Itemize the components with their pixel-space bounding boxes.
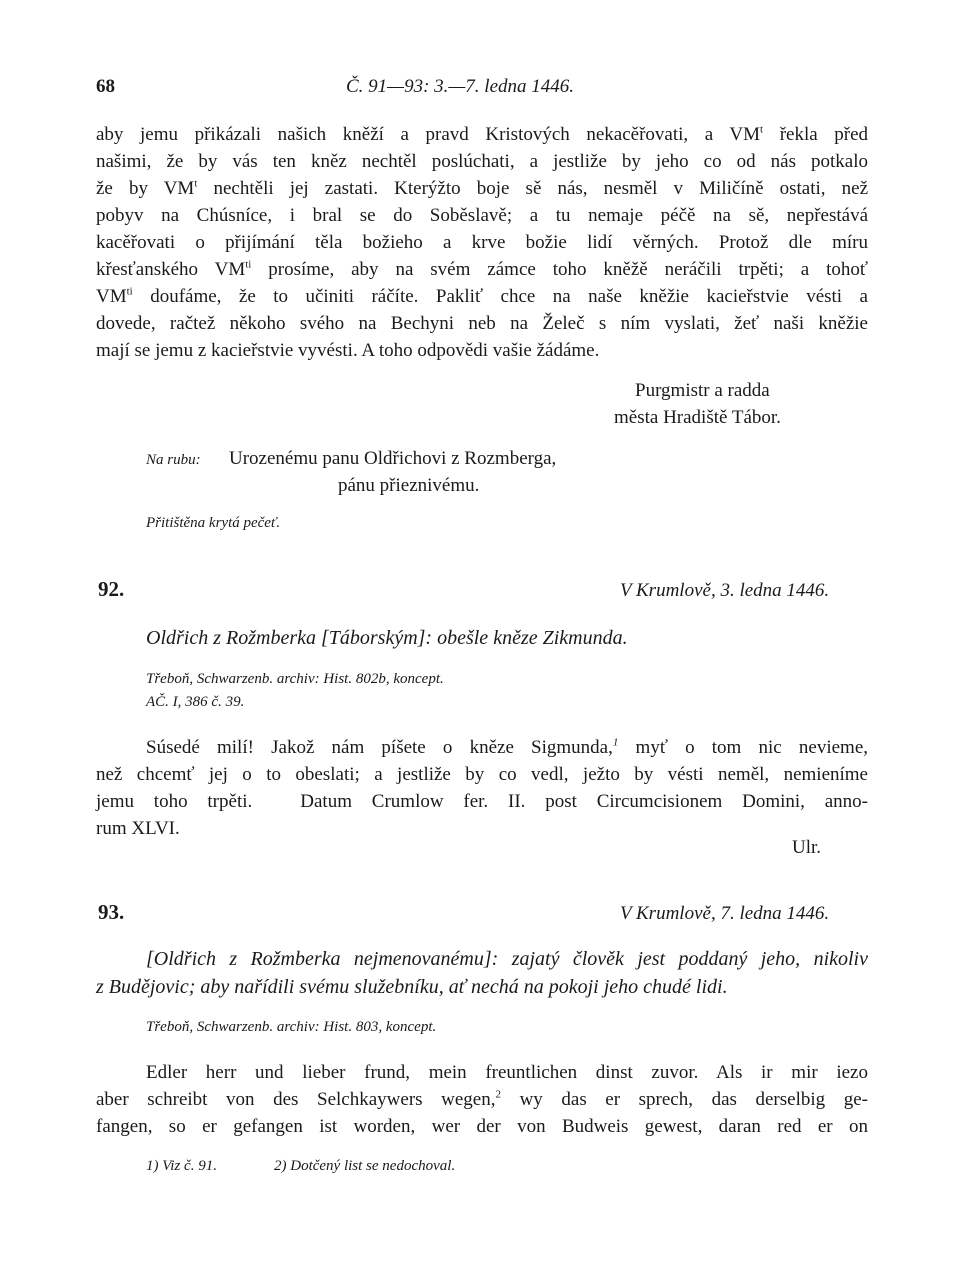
text-line: rum XLVI. <box>96 818 180 839</box>
text-line: křesťanského $VM^{ti}$ prosíme, aby na svém zámce toho kněžě neráčili trpěti; a tohoť <box>96 258 868 280</box>
text-line: Edler herr und lieber frund, mein freuntlichen dinst zuvor. Als ir mir iezo <box>146 1062 868 1083</box>
address-label: Na rubu: <box>146 452 201 468</box>
regest-line: z Budějovic; aby nařídili svému služebníku, ať nechá na pokoji jeho chudé lidi. <box>96 976 728 998</box>
text-line: než chcemť jej o to obeslati; a jestliže by co vedl, ježto by vésti neměl, nemieníme <box>96 764 868 785</box>
regest-line: [Oldřich z Rožmberka nejmenovanému]: zajatý člověk jest poddaný jeho, nikoliv <box>146 948 868 970</box>
text-line: aber schreibt von des Selchkaywers wegen,$^2$ wy das er sprech, das derselbig ge- <box>96 1088 868 1110</box>
place-date: V Krumlově, 3. ledna 1446. <box>620 580 830 601</box>
text-line: dovede, račtež někoho svého na Bechyni neb na Želeč s ním vyslati, žeť naši kněžie <box>96 313 868 334</box>
text-line: kacěřovati o přijímání těla božieho a krve božie lidí věrných. Protož dle míru <box>96 232 868 253</box>
text-line: Súsedé milí! Jakož nám píšete o kněze Sigmunda,$^1$ myť o tom nic nevieme, <box>146 736 869 758</box>
signature: města Hradiště Tábor. <box>614 407 781 428</box>
page-number: 68 <box>96 76 115 97</box>
source-note: Třeboň, Schwarzenb. archiv: Hist. 802b, koncept. <box>146 671 444 687</box>
footnote: 1) Viz č. 91. <box>146 1158 217 1174</box>
address-line: pánu přieznivému. <box>338 475 480 496</box>
regest: Oldřich z Rožmberka [Táborským]: obešle kněze Zikmunda. <box>146 627 628 649</box>
document-number: 92. <box>98 577 125 601</box>
seal-note: Přitištěna krytá pečeť. <box>146 515 281 531</box>
signature: Ulr. <box>792 837 822 858</box>
text-line: fangen, so er gefangen ist worden, wer der von Budweis gewest, daran red er on <box>96 1116 868 1137</box>
text-line: jemu toho trpěti. Datum Crumlow fer. II. post Circumcisionem Domini, anno- <box>96 791 869 812</box>
footnote: 2) Dotčený list se nedochoval. <box>274 1158 456 1174</box>
text-line: že by $VM^t$ nechtěli jej zastati. Kterýžto boje sě nás, nesměl v Miličíně ostati, než <box>96 177 868 199</box>
text-line: našimi, že by vás ten kněz nechtěl poslúchati, a jestliže by jeho co od nás potkalo <box>96 151 868 172</box>
text-line: aby jemu přikázali našich kněží a pravd Kristových nekacěřovati, a $VM^t$ řekla před <box>96 123 869 145</box>
text-line: $VM^{ti}$ doufáme, že to učiniti ráčíte. Pakliť chce na naše kněžie kacieřstvie vésti a <box>96 285 868 307</box>
document-number: 93. <box>98 900 125 924</box>
address-line: Urozenému panu Oldřichovi z Rozmberga, <box>229 448 557 469</box>
source-note: AČ. I, 386 č. 39. <box>146 694 245 710</box>
place-date: V Krumlově, 7. ledna 1446. <box>620 903 830 924</box>
running-title: Č. 91—93: 3.—7. ledna 1446. <box>346 76 574 97</box>
source-note: Třeboň, Schwarzenb. archiv: Hist. 803, koncept. <box>146 1019 437 1035</box>
text-line: pobyv na Chúsníce, i bral se do Soběslavě; a tu nemaje péčě na sě, nepřestává <box>96 205 868 226</box>
text-line: mají se jemu z kacieřstvie vyvésti. A toho odpovědi vašie žádáme. <box>96 340 600 361</box>
signature: Purgmistr a radda <box>635 380 770 401</box>
